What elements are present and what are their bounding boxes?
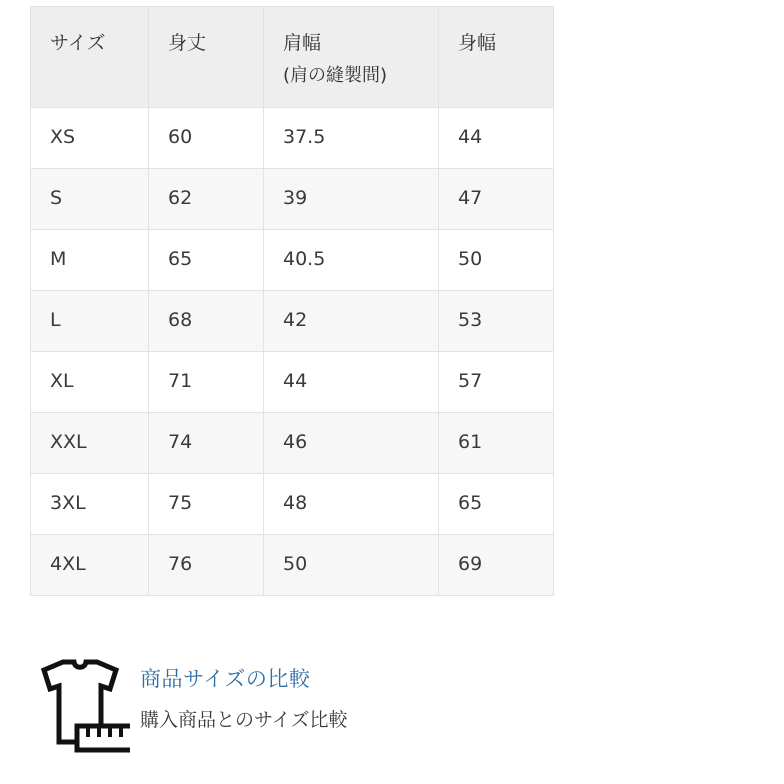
table-row	[31, 108, 554, 169]
cell-width: 57	[439, 352, 554, 413]
cell-shoulder: 39	[264, 169, 439, 230]
table-row	[31, 352, 554, 413]
cell-shoulder: 46	[264, 413, 439, 474]
cell-shoulder: 37.5	[264, 108, 439, 169]
cell-size: 4XL	[31, 535, 149, 596]
table-row	[31, 413, 554, 474]
table-header-row	[31, 7, 554, 108]
size-table	[30, 6, 554, 596]
compare-subtitle: 購入商品とのサイズ比較	[140, 709, 348, 732]
table-row	[31, 535, 554, 596]
cell-shoulder: 50	[264, 535, 439, 596]
column-header-shoulder	[264, 7, 439, 108]
cell-length: 76	[149, 535, 264, 596]
cell-length: 71	[149, 352, 264, 413]
cell-length: 60	[149, 108, 264, 169]
cell-shoulder: 42	[264, 291, 439, 352]
column-header-width	[439, 7, 554, 108]
cell-size: XS	[31, 108, 149, 169]
cell-width: 44	[439, 108, 554, 169]
table-row	[31, 291, 554, 352]
cell-length: 74	[149, 413, 264, 474]
cell-length: 75	[149, 474, 264, 535]
cell-size: XXL	[31, 413, 149, 474]
tshirt-ruler-icon	[30, 650, 140, 765]
column-header-label: 身幅	[458, 32, 497, 54]
size-compare-link[interactable]	[30, 650, 590, 765]
cell-length: 65	[149, 230, 264, 291]
column-header-size	[31, 7, 149, 108]
cell-shoulder: 40.5	[264, 230, 439, 291]
cell-size: S	[31, 169, 149, 230]
table-row	[31, 230, 554, 291]
cell-width: 61	[439, 413, 554, 474]
compare-title[interactable]: 商品サイズの比較	[140, 667, 311, 691]
cell-length: 62	[149, 169, 264, 230]
column-header-length	[149, 7, 264, 108]
column-header-label: 身丈	[168, 32, 207, 54]
cell-size: M	[31, 230, 149, 291]
compare-text-block	[140, 650, 347, 733]
table-row	[31, 474, 554, 535]
cell-width: 50	[439, 230, 554, 291]
column-header-sublabel: (肩の縫製間)	[283, 64, 388, 86]
cell-size: 3XL	[31, 474, 149, 535]
column-header-label: 肩幅	[283, 32, 322, 54]
cell-size: L	[31, 291, 149, 352]
cell-size: XL	[31, 352, 149, 413]
cell-width: 53	[439, 291, 554, 352]
cell-shoulder: 48	[264, 474, 439, 535]
cell-shoulder: 44	[264, 352, 439, 413]
column-header-label: サイズ	[50, 32, 106, 54]
size-table-header	[31, 7, 554, 108]
cell-width: 65	[439, 474, 554, 535]
table-row	[31, 169, 554, 230]
cell-width: 69	[439, 535, 554, 596]
size-table-body	[31, 108, 554, 596]
cell-length: 68	[149, 291, 264, 352]
cell-width: 47	[439, 169, 554, 230]
